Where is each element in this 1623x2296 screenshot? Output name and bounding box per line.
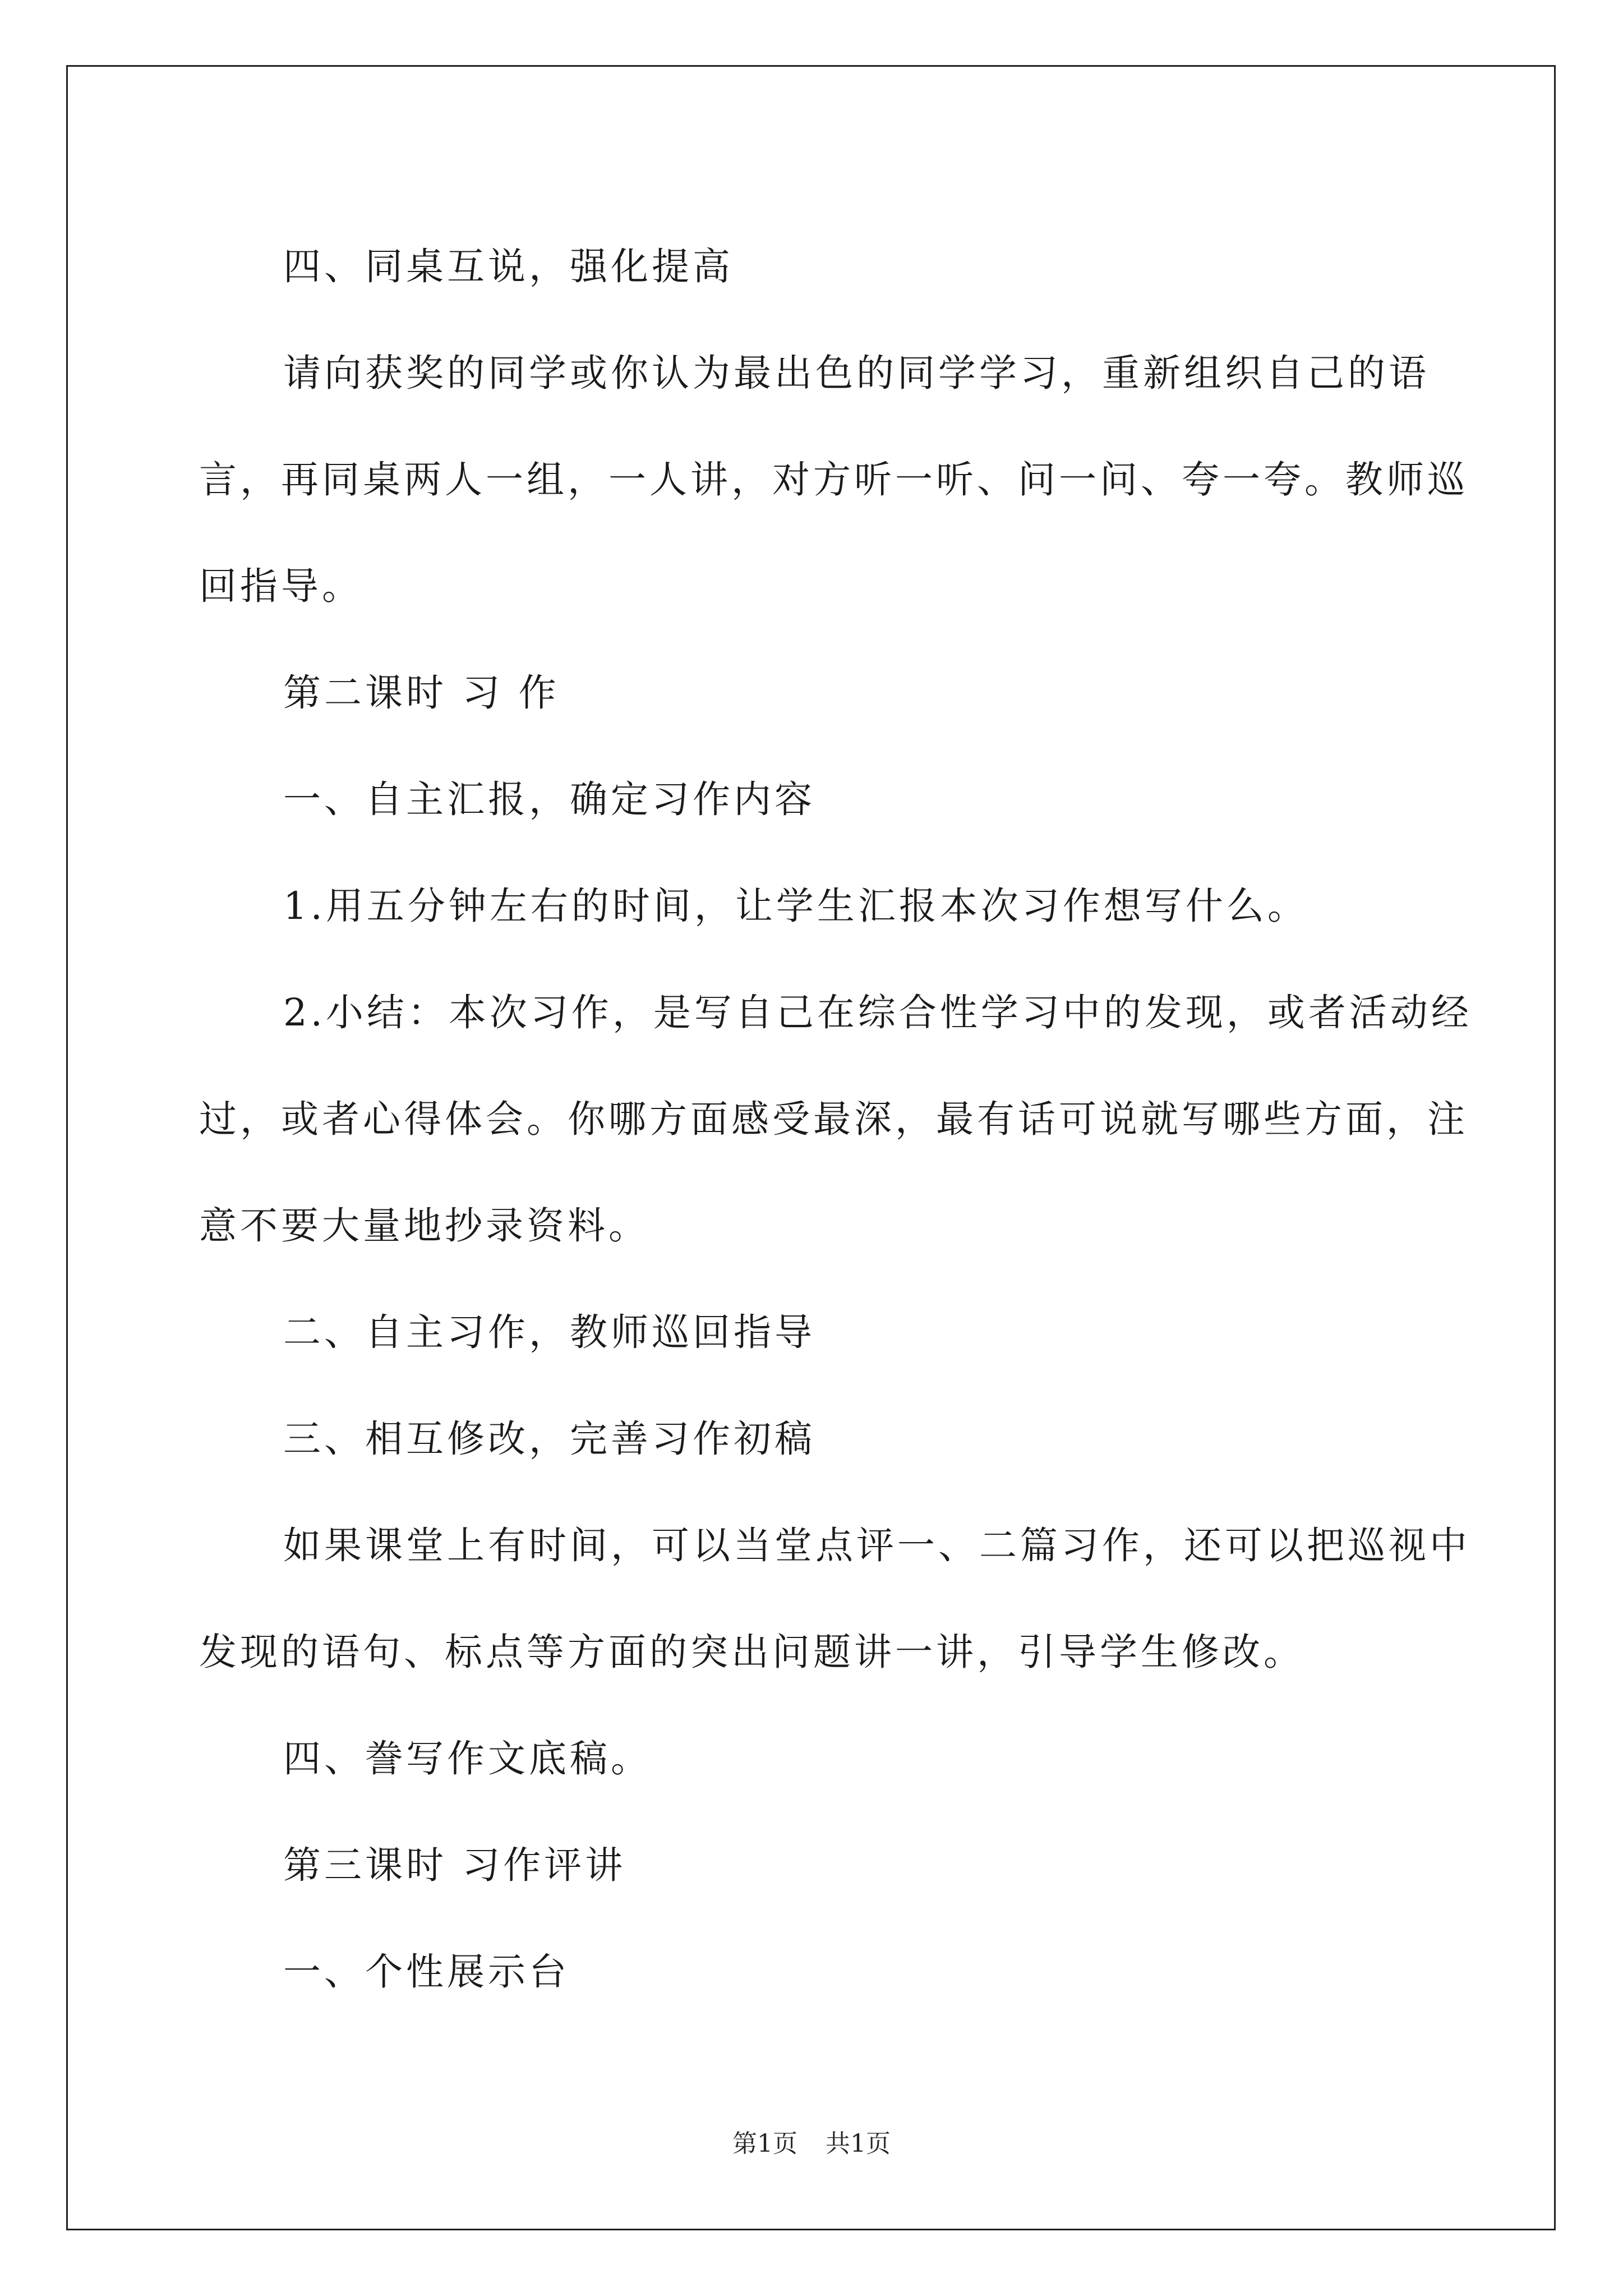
heading-section-4-pair-talk: 四、同桌互说，强化提高 xyxy=(283,245,734,288)
paragraph-learn-from-winners: 请向获奖的同学或你认为最出色的同学学习，重新组织自己的语言，再同桌两人一组，一人讲，对方听一听、问一问、夸一夸。教师巡回指导。 xyxy=(199,351,1468,608)
page-number: 第1页 xyxy=(732,2129,797,2158)
paragraph-class-review: 如果课堂上有时间，可以当堂点评一、二篇习作，还可以把巡视中发现的语句、标点等方面的突出问题讲一讲，引导学生修改。 xyxy=(199,1524,1470,1674)
page-total: 共1页 xyxy=(826,2129,891,2158)
paragraph-item-2-summary: 2.小结：本次习作，是写自己在综合性学习中的发现，或者活动经过，或者心得体会。你哪方面感受最深，最有话可说就写哪些方面，注意不要大量地抄录资料。 xyxy=(199,991,1472,1248)
heading-section-1-report: 一、自主汇报，确定习作内容 xyxy=(283,777,815,821)
heading-lesson-3: 第三课时 习作评讲 xyxy=(283,1843,626,1887)
heading-section-3-revise: 三、相互修改，完善习作初稿 xyxy=(283,1417,815,1461)
heading-section-4-copy: 四、誊写作文底稿。 xyxy=(283,1737,652,1780)
heading-section-1-showcase: 一、个性展示台 xyxy=(283,1950,570,1994)
page-footer xyxy=(0,2123,1623,2159)
document-body xyxy=(199,213,1472,2025)
heading-lesson-2: 第二课时 习 作 xyxy=(283,671,560,715)
heading-section-2-writing: 二、自主习作，教师巡回指导 xyxy=(283,1310,815,1354)
paragraph-item-1: 1.用五分钟左右的时间，让学生汇报本次习作想写什么。 xyxy=(283,884,1308,928)
